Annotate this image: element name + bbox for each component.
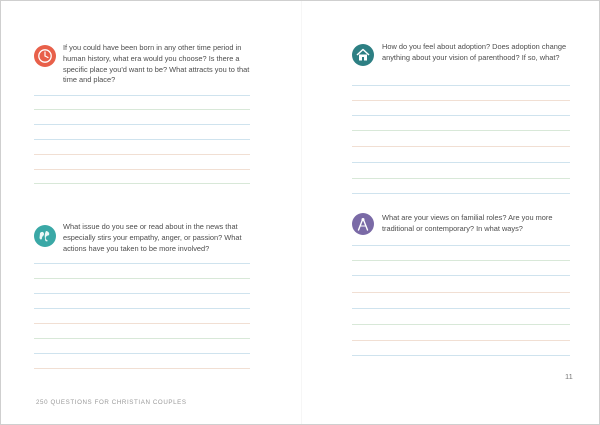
compass-icon [352,213,374,235]
answer-lines [34,263,250,375]
answer-line [352,275,570,276]
answer-line [352,162,570,163]
answer-line [34,109,250,110]
answer-line [352,324,570,325]
answer-line [352,130,570,131]
page-number: 11 [565,372,573,381]
question-text: What issue do you see or read about in the news that especially stirs your empathy, anger, or passion? What actions have you taken to be more involved? [63,222,242,253]
answer-line [34,278,250,279]
answer-line [34,124,250,125]
answer-line [34,353,250,354]
answer-lines [352,245,570,355]
answer-line [352,355,570,356]
answer-line [34,95,250,96]
answer-line [352,340,570,341]
book-title-footer: 250 QUESTIONS FOR CHRISTIAN COUPLES [36,399,187,406]
globe-icon [34,225,56,247]
answer-line [352,115,570,116]
answer-line [34,263,250,264]
answer-line [34,169,250,170]
answer-line [352,178,570,179]
answer-lines [34,95,250,185]
answer-line [352,260,570,261]
answer-line [352,193,570,194]
question-text: What are your views on familial roles? Are you more traditional or contemporary? In what ways? [382,213,553,233]
answer-line [34,139,250,140]
question-text: If you could have been born in any other time period in human history, what era would you choose? Is there a specific place you'd want to be? What attracts you to that time and place? [63,43,250,85]
answer-line [34,183,250,184]
answer-line [34,293,250,294]
answer-lines [352,85,570,195]
answer-line [352,308,570,309]
answer-line [34,154,250,155]
answer-line [352,146,570,147]
answer-line [34,308,250,309]
answer-line [34,323,250,324]
answer-line [34,368,250,369]
page-gutter [301,1,302,424]
answer-line [352,292,570,293]
clock-icon [34,45,56,67]
answer-line [352,85,570,86]
answer-line [352,100,570,101]
answer-line [352,245,570,246]
house-icon [352,44,374,66]
question-text: How do you feel about adoption? Does adoption change anything about your vision of parenthood? If so, what? [382,42,567,62]
answer-line [34,338,250,339]
